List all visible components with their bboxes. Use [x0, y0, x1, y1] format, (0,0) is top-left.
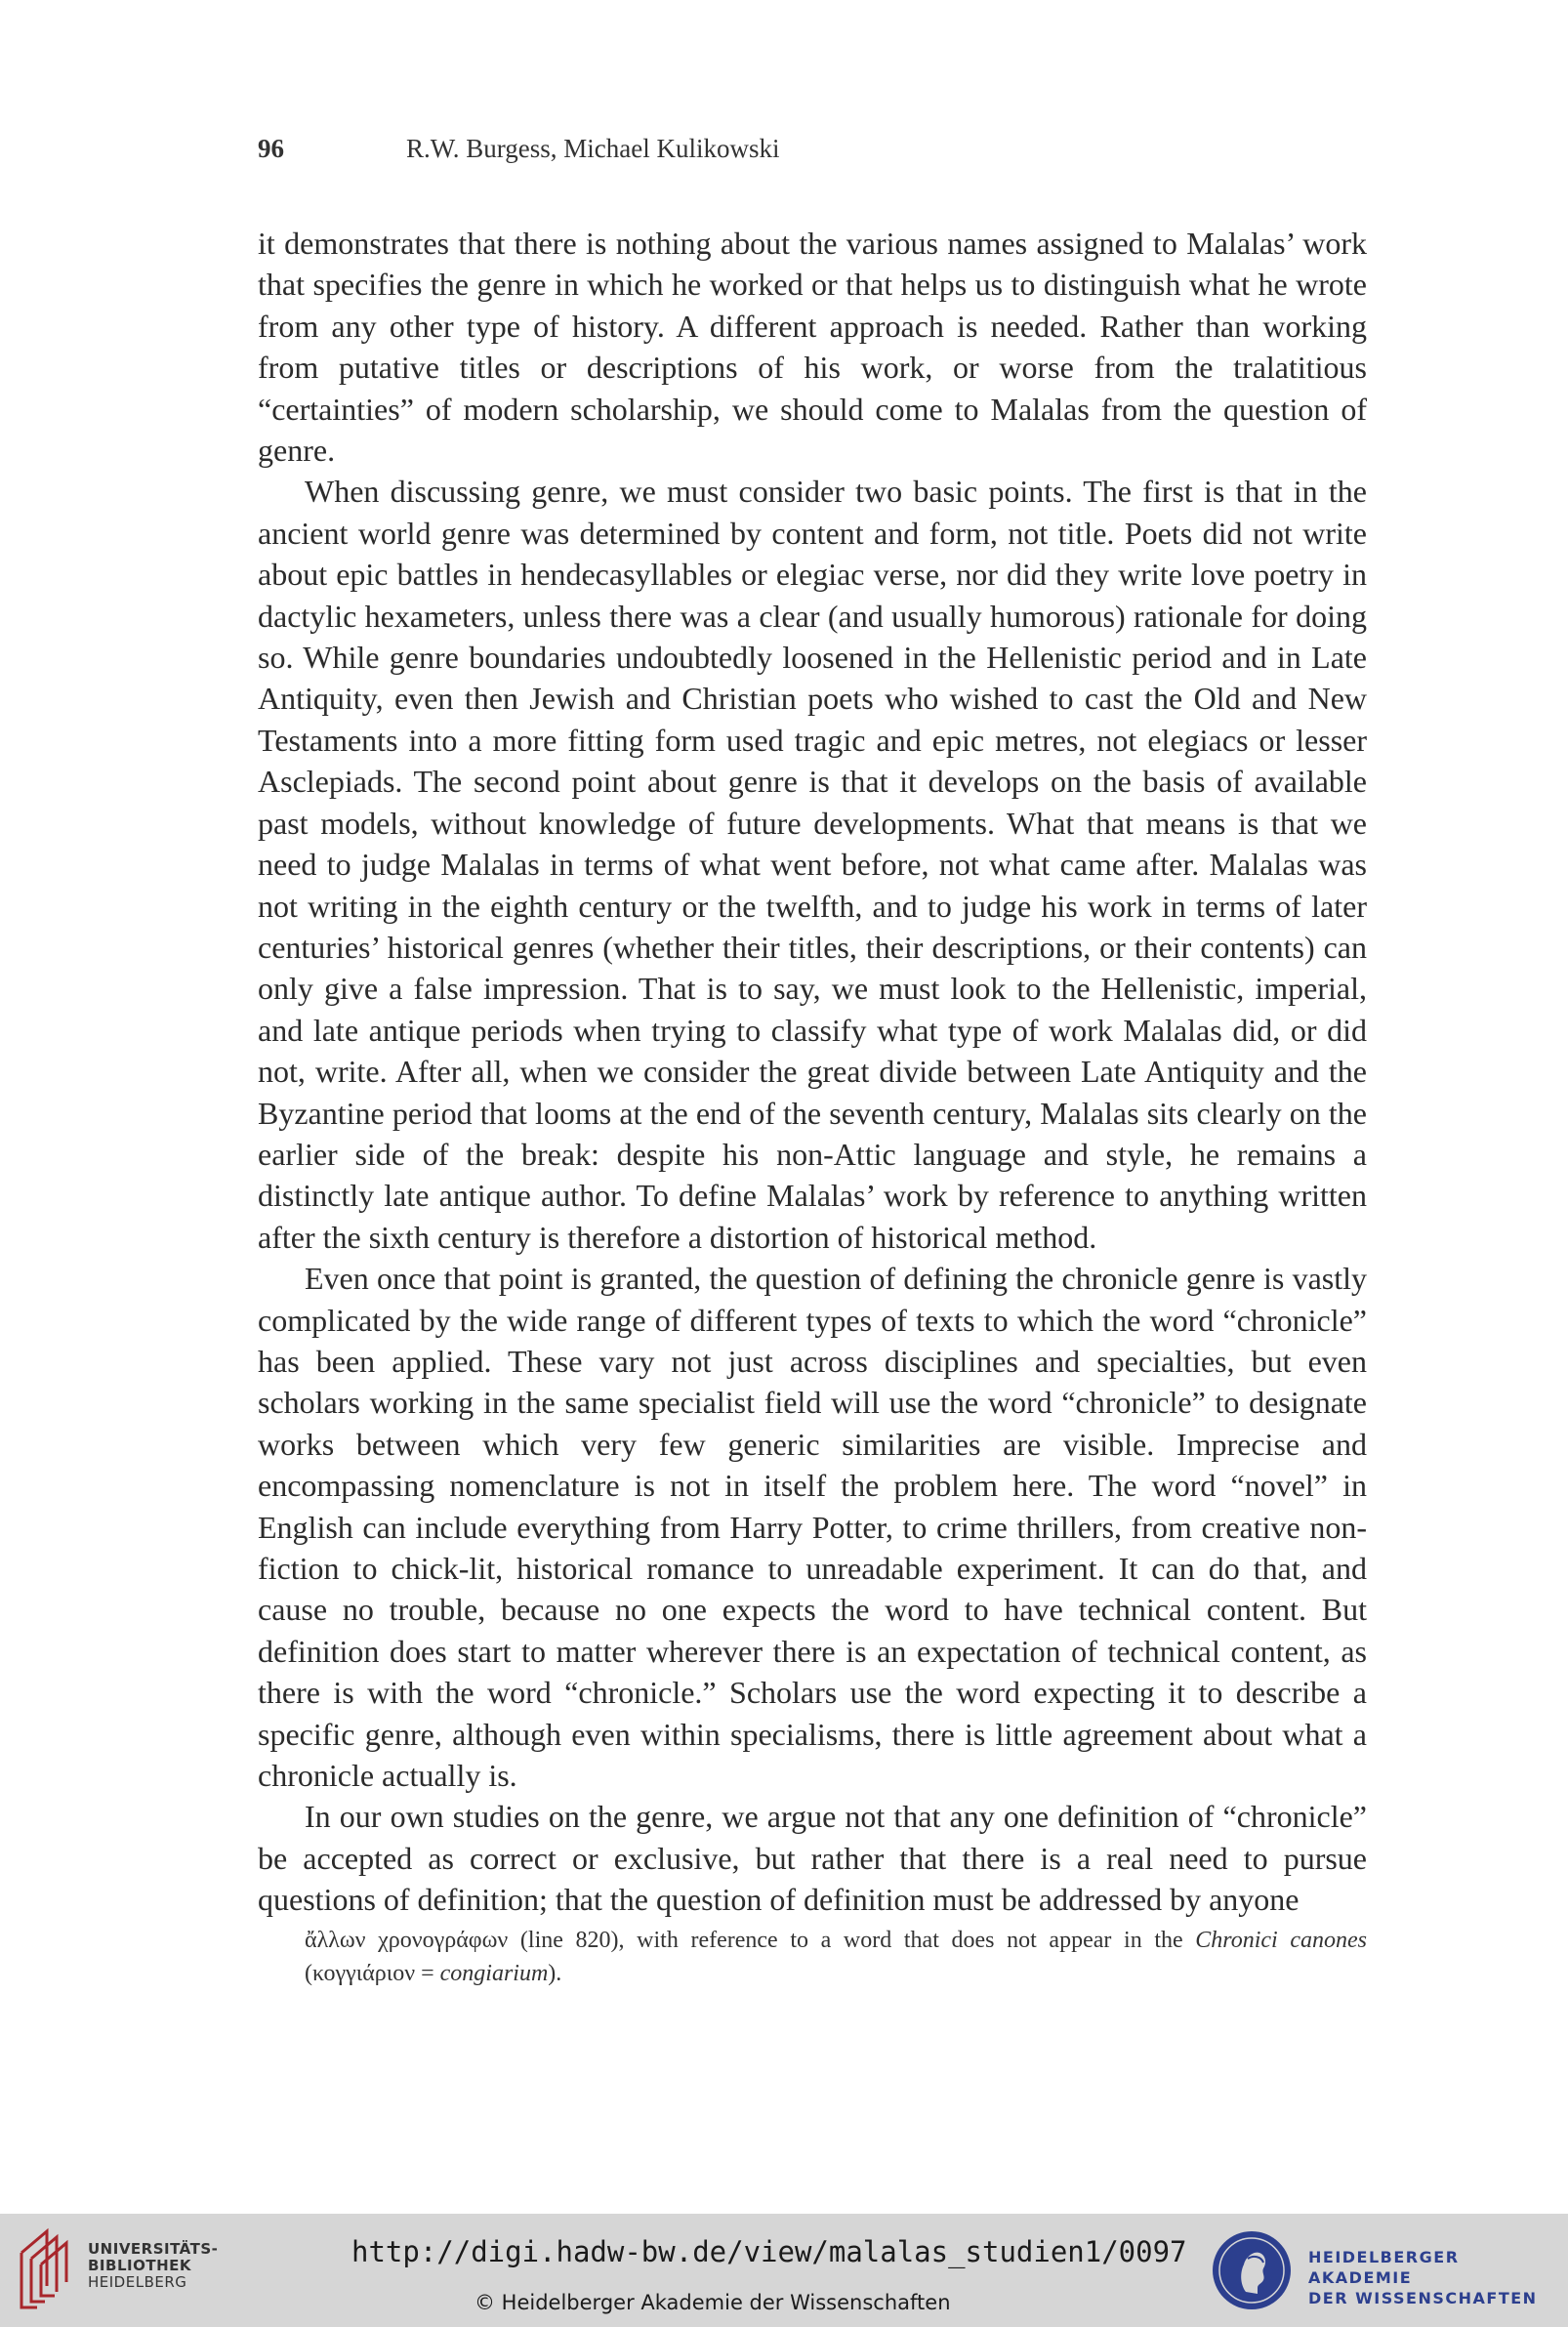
page-number: 96: [258, 134, 284, 163]
academy-name-line-2: DER WISSENSCHAFTEN: [1308, 2289, 1538, 2307]
footnote: [305, 1924, 1367, 1990]
copyright-notice: © Heidelberger Akademie der Wissenschaften: [475, 2291, 951, 2314]
university-library-logo-icon[interactable]: [18, 2223, 80, 2311]
footnote-text-1: (line 820), with reference to a word that does not appear in the: [508, 1928, 1196, 1953]
academy-seal-icon[interactable]: [1211, 2229, 1293, 2311]
body-text: [258, 223, 1367, 1921]
paragraph-3: Even once that point is granted, the question of defining the chronicle genre is vastly complicated by the wide range of different types of texts to which the word “chronicle” has been applied. These vary not just across disciplines and specialties, but even scholars working in the same specialist field will use the word “chronicle” to designate works between which very few generic similarities are visible. Imprecise and encompassing nomenclature is not in itself the problem here. The word “novel” in English can include everything from Harry Potter, to crime thrillers, from creative non-fiction to chick-lit, historical romance to unreadable experiment. It can do that, and cause no trouble, because no one expects the word to have technical content. But definition does start to matter wherever there is an expectation of technical content, as there is with the word “chronicle.” Scholars use the word expecting it to describe a specific genre, although even within specialisms, there is little agreement about what a chronicle actually is.: [258, 1261, 1367, 1794]
digi-url-link[interactable]: http://digi.hadw-bw.de/view/malalas_studien1/0097: [351, 2235, 1187, 2268]
footnote-greek-phrase: ἄλλων χρονογράφων: [305, 1928, 509, 1953]
running-head: [258, 133, 780, 164]
library-name-line-1: UNIVERSITÄTS-: [88, 2240, 219, 2258]
library-name-line-2: BIBLIOTHEK: [88, 2257, 191, 2274]
university-library-name[interactable]: [88, 2241, 218, 2291]
footer-bar: [0, 2214, 1568, 2327]
footnote-text-2: (κογγιάριον =: [305, 1961, 440, 1986]
running-head-authors: R.W. Burgess, Michael Kulikowski: [406, 134, 780, 163]
library-name-line-3: HEIDELBERG: [88, 2273, 187, 2291]
paragraph-2: When discussing genre, we must consider two basic points. The first is that in the ancient world genre was determined by content and form, not title. Poets did not write about epic battles in hendecasyllables or elegiac verse, nor did they write love poetry in dactylic hexameters, unless there was a clear (and usually humorous) rationale for doing so. While genre boundaries undoubtedly loosened in the Hellenistic period and in Late Antiquity, even then Jewish and Christian poets who wished to cast the Old and New Testaments into a more fitting form used tragic and epic metres, not elegiacs or lesser Asclepiads. The second point about genre is that it develops on the basis of available past models, without knowledge of future developments. What that means is that we need to judge Malalas in terms of what went before, not what came after. Malalas was not writing in the eighth century or the twelfth, and to judge his work in terms of later centuries’ historical genres (whether their titles, their descriptions, or their contents) can only give a false impression. That is to say, we must look to the Hellenistic, imperial, and late antique periods when trying to classify what type of work Malalas did, or did not, write. After all, when we consider the great divide between Late Antiquity and the Byzantine period that looms at the end of the seventh century, Malalas sits clearly on the earlier side of the break: despite his non-Attic language and style, he remains a distinctly late antique author. To define Malalas’ work by reference to anything written after the sixth century is therefore a distortion of historical method.: [258, 474, 1367, 1255]
academy-name-line-1: HEIDELBERGER AKADEMIE: [1308, 2248, 1460, 2287]
footnote-text-3: ).: [548, 1961, 562, 1986]
footnote-italic-latin: congiarium: [439, 1961, 549, 1986]
academy-name[interactable]: [1308, 2247, 1568, 2308]
paragraph-1: it demonstrates that there is nothing about the various names assigned to Malalas’ work that specifies the genre in which he worked or that helps us to distinguish what he wrote from any other type of history. A different approach is needed. Rather than working from putative titles or descriptions of his work, or worse from the tralatitious “certainties” of modern scholarship, we should come to Malalas from the question of genre.: [258, 226, 1367, 469]
footnote-italic-title: Chronici canones: [1195, 1928, 1368, 1953]
paragraph-4: In our own studies on the genre, we argue not that any one definition of “chronicle” be accepted as correct or exclusive, but rather that there is a real need to pursue questions of definition; that the question of definition must be addressed by anyone: [258, 1799, 1367, 1918]
